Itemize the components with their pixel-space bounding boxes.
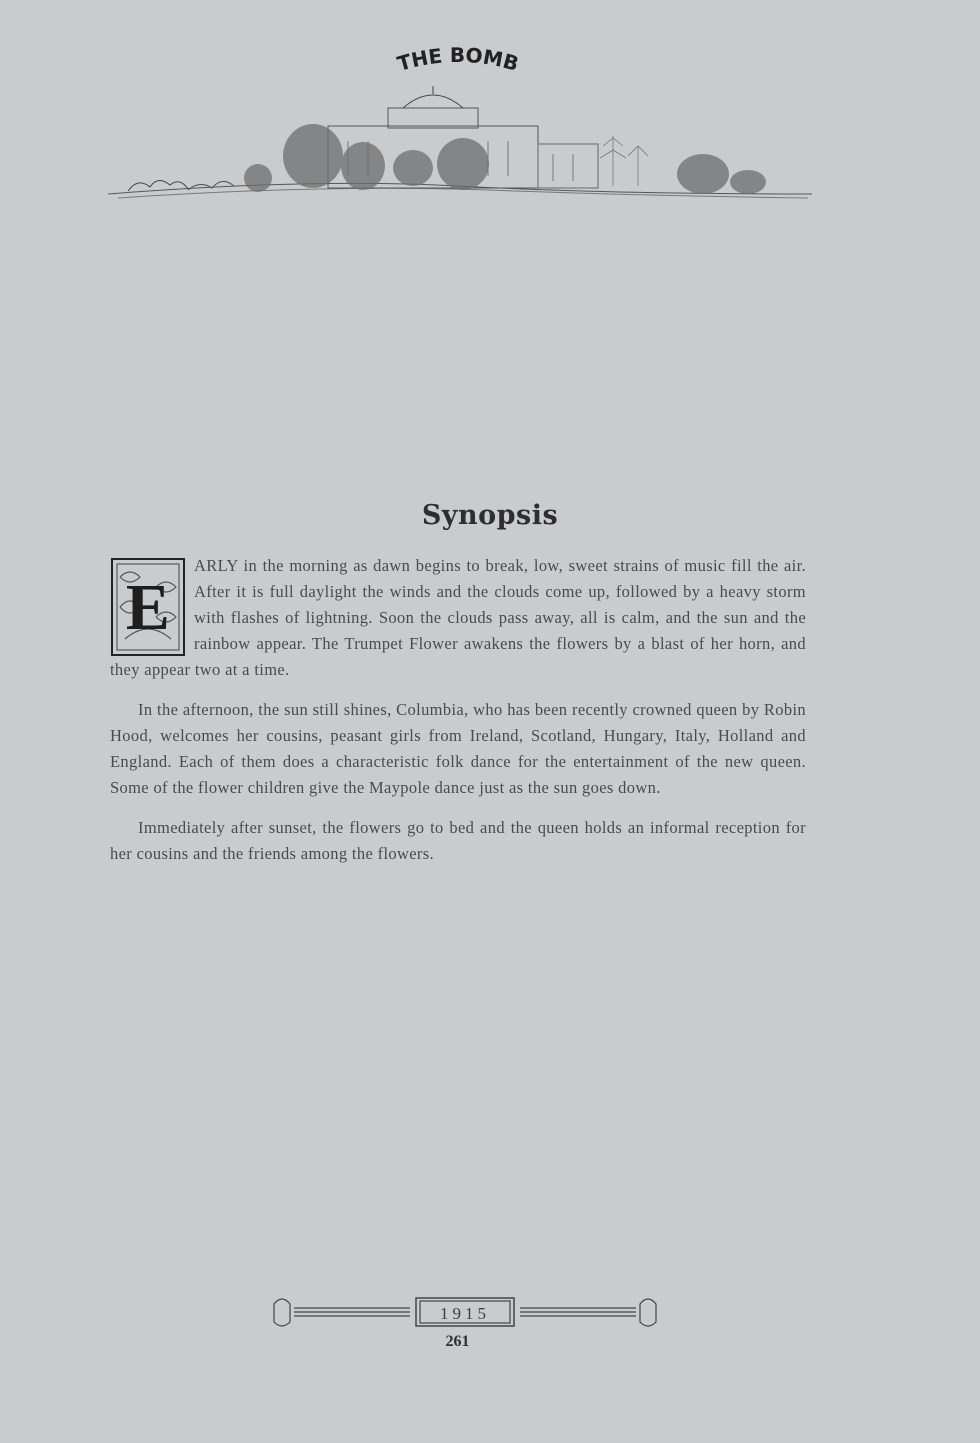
paragraph-2: In the afternoon, the sun still shines, Columbia, who has been recently crowned queen by Robin Hood, welcomes her cousins, peasant girls from Ireland, Scotland, Hungary, Italy, Holland and England. Each of them does a characteristic folk dance for the entertainment of the new queen. Some of the flower children give the Maypole dance just as the sun goes down. <box>110 700 806 797</box>
ornamental-drop-cap <box>110 557 186 657</box>
header-illustration <box>108 40 812 205</box>
paragraph-1-text: ARLY in the morning as dawn begins to break, low, sweet strains of music fill the air. After it is full daylight the winds and the clouds come up, followed by a heavy storm with flashes of lightning. Soon the clouds pass away, all is calm, and the sun and the rainbow appear. The Trumpet Flower awakens the flowers by a blast of her horn, and they appear two at a time. <box>110 556 806 679</box>
footer-year-banner <box>270 1292 660 1332</box>
footer-year: 1915 <box>440 1304 490 1323</box>
page-number: 261 <box>445 1333 470 1350</box>
footer-ornament <box>270 1292 660 1332</box>
header-title-arc <box>358 40 558 88</box>
campus-building-drawing <box>108 86 812 201</box>
drop-cap-frame <box>110 557 186 657</box>
synopsis-body <box>110 553 806 881</box>
paragraph-1 <box>110 553 806 683</box>
svg-text:THE BOMB <box>395 43 522 76</box>
paragraph-3: Immediately after sunset, the flowers go to bed and the queen holds an informal reception for her cousins and the friends among the flowers. <box>110 818 806 863</box>
header-title-text: THE BOMB <box>394 42 522 76</box>
header-title <box>358 40 558 88</box>
drop-cap-letter: E <box>125 571 171 644</box>
page-heading: Synopsis <box>421 500 559 531</box>
